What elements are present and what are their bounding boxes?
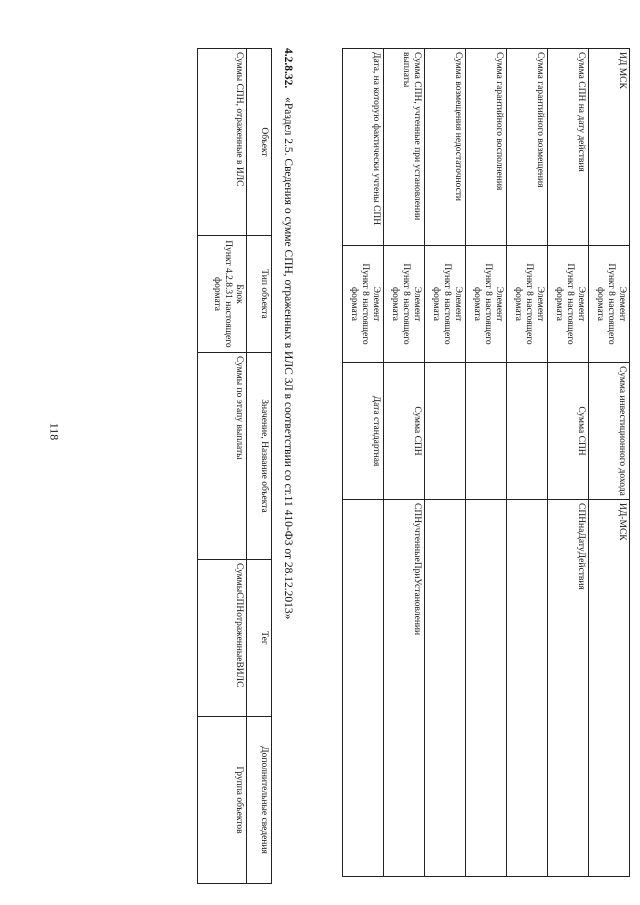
- object-cell: ИД МСК: [589, 49, 630, 246]
- type-cell: Элемент Пункт 8 настоящего формата: [425, 246, 466, 363]
- table-row: [384, 49, 425, 877]
- section-number: 4.2.8.32.: [282, 48, 294, 89]
- value-cell: [425, 363, 466, 500]
- type-cell: Элемент Пункт 8 настоящего формата: [384, 246, 425, 363]
- object-cell: Сумма СПН на дату действия: [548, 49, 589, 246]
- value-cell: Сумма инвестиционного дохода: [589, 363, 630, 500]
- value-cell: Дата стандартная: [343, 363, 384, 500]
- tag-cell: [466, 500, 507, 877]
- spn-elements-table: [342, 48, 630, 877]
- column-header-type: Тип объекта: [247, 236, 272, 353]
- section-title: «Раздел 2.5. Сведения о сумме СПН, отраженных в ИЛС ЗЛ в соответствии со ст.11 410-ФЗ от 28.12.2013»: [282, 97, 294, 620]
- value-cell: [507, 363, 548, 500]
- page-number: 118: [47, 422, 62, 441]
- table-row: [343, 49, 384, 877]
- table-row: [198, 49, 247, 884]
- table-row: [507, 49, 548, 877]
- type-cell: Элемент Пункт 8 настоящего формата: [343, 246, 384, 363]
- extra-cell: Группа объектов: [198, 717, 247, 884]
- tag-cell: СПНнаДатуДействия: [548, 500, 589, 877]
- table-row: [425, 49, 466, 877]
- object-cell: Сумма СПН, учтенные при установлении выплаты: [384, 49, 425, 246]
- table-row: [548, 49, 589, 877]
- value-cell: Сумма СПН: [384, 363, 425, 500]
- object-cell: Сумма гарантийного возмещения: [507, 49, 548, 246]
- object-cell: Суммы СПН, отраженные в ИЛС: [198, 49, 247, 236]
- object-cell: Дата, на которую фактически учтены СПН: [343, 49, 384, 246]
- value-cell: Суммы по этапу выплаты: [198, 353, 247, 560]
- type-cell: Элемент Пункт 8 настоящего формата: [589, 246, 630, 363]
- section-heading: [282, 48, 294, 848]
- column-header-tag: Тег: [247, 560, 272, 717]
- type-cell: Элемент Пункт 8 настоящего формата: [548, 246, 589, 363]
- value-cell: [466, 363, 507, 500]
- header-row: [247, 49, 272, 884]
- type-cell: Элемент Пункт 8 настоящего формата: [507, 246, 548, 363]
- tag-cell: СПНучтенныеПриУстановлении: [384, 500, 425, 877]
- tag-cell: [589, 500, 630, 877]
- type-cell: Элемент Пункт 8 настоящего формата: [466, 246, 507, 363]
- column-header-value: Значение, Название объекта: [247, 353, 272, 560]
- section-2-5-table: [197, 48, 272, 884]
- object-cell: Сумма возмещения недостаточности: [425, 49, 466, 246]
- value-cell: Сумма СПН: [548, 363, 589, 500]
- table-row: [466, 49, 507, 877]
- type-cell: Блок Пункт 4.2.8.31 настоящего формата: [198, 236, 247, 353]
- table-row: [589, 49, 630, 877]
- tag-cell: [343, 500, 384, 877]
- object-cell: Сумма гарантийного восполнения: [466, 49, 507, 246]
- extra-info: ИД-МСК: [617, 503, 627, 541]
- tag-cell: [507, 500, 548, 877]
- column-header-object: Объект: [247, 49, 272, 236]
- tag-cell: [425, 500, 466, 877]
- tag-cell: СуммыСПНотраженныеВИЛС: [198, 560, 247, 717]
- rotated-page-content: [10, 48, 630, 858]
- column-header-extra: Дополнительные сведения: [247, 717, 272, 884]
